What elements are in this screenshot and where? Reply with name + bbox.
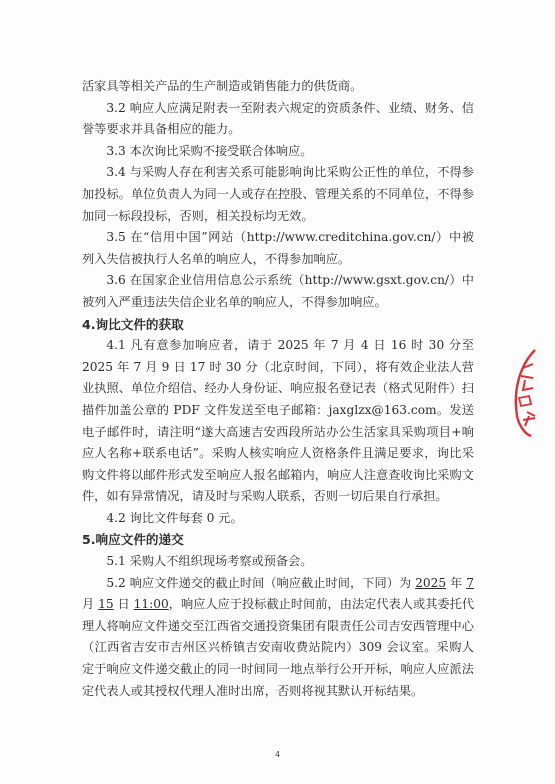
- deadline-text-d: 日: [113, 597, 134, 612]
- paragraph-4-1: 4.1 凡有意参加响应者，请于 2025 年 7 月 4 日 16 时 30 分至 2025 年 7 月 9 日 17 时 30 分（北京时间，下同），将有效企业法人营业执照、单位介绍信、经办人身份证、响应报名登记表（格式见附件）扫描件加盖公章的 PDF 文件发送至电子邮箱：jaxglzx@163.com。发送电子邮件时，请注明“遂大高速吉安西段所站办公生活家具采购项目+响应人名称+联系电话”。采购人核实响应人资格条件且满足要求，询比采购文件将以邮件形式发至响应人报名邮箱内，响应人注意查收询比采购文件，如有异常情况，请及时与采购人联系，否则一切后果自行承担。: [82, 338, 474, 504]
- paragraph-5-1: 5.1 采购人不组织现场考察或预备会。: [106, 554, 313, 569]
- section-heading-5: 5.响应文件的递交: [82, 532, 184, 548]
- deadline-text-e: ，响应人应于投标截止时间前，由法定代表人或其委托代理人将响应文件递交至江西省交通投资集团有限责任公司吉安西管理中心（江西省吉安市吉州区兴桥镇吉安南收费站院内）309 会议室。采购人定于响应文件递交截止的同一时间同一地点举行公开开标，响应人应派法定代表人或其授权代理人准时出席，否则将视其默认开标结果。: [82, 597, 475, 698]
- seal-stamp-fragment: [505, 346, 549, 438]
- paragraph-3-2: 3.2 响应人应满足附表一至附表六规定的资质条件、业绩、财务、信誉等要求并具备相应的能力。: [82, 100, 474, 137]
- deadline-year: 2025: [415, 575, 447, 590]
- document-body: [82, 76, 474, 702]
- deadline-day: 15: [98, 597, 114, 612]
- paragraph-4-2: 4.2 询比文件每套 0 元。: [106, 510, 243, 525]
- deadline-time: 11:00: [133, 597, 169, 612]
- section-heading-4: 4.询比文件的获取: [82, 316, 184, 332]
- paragraph-3-5: 3.5 在“信用中国”网站（http://www.creditchina.gov.cn/）中被列入失信被执行人名单的响应人，不得参加响应。: [82, 230, 474, 266]
- deadline-text-c: 月: [82, 597, 99, 612]
- paragraph-3-3: 3.3 本次询比采购不接受联合体响应。: [106, 143, 313, 158]
- paragraph-5-2: [82, 573, 474, 703]
- paragraph-continued: 活家具等相关产品的生产制造或销售能力的供货商。: [82, 79, 363, 93]
- page-number: 4: [274, 750, 281, 759]
- deadline-text-a: 5.2 响应文件递交的截止时间（响应截止时间，下同）为: [106, 575, 416, 590]
- deadline-month: 7: [466, 575, 474, 590]
- deadline-text-b: 年: [446, 575, 467, 590]
- paragraph-3-6: 3.6 在国家企业信用信息公示系统（http://www.gsxt.gov.cn/）中被列入严重违法失信企业名单的响应人，不得参加响应。: [82, 273, 474, 309]
- paragraph-3-4: 3.4 与采购人存在利害关系可能影响询比采购公正性的单位，不得参加投标。单位负责人为同一人或存在控股、管理关系的不同单位，不得参加同一标段投标，否则，相关投标均无效。: [82, 165, 474, 223]
